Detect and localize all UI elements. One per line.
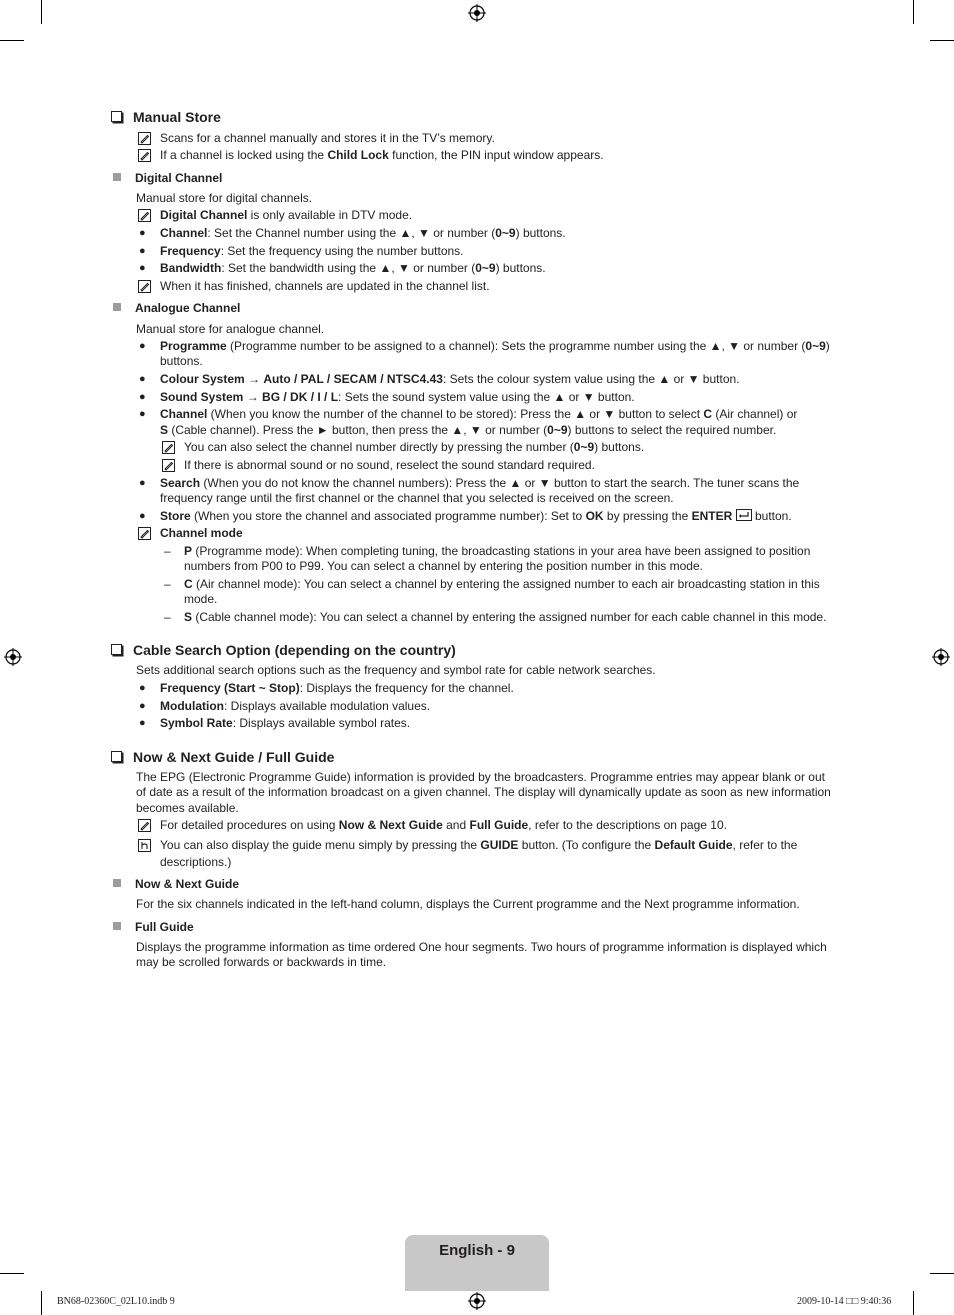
paragraph: Manual store for analogue channel. bbox=[136, 322, 325, 336]
enter-icon bbox=[736, 509, 752, 521]
section-heading-manual-store: Manual Store bbox=[111, 109, 221, 125]
crop-mark bbox=[913, 0, 914, 24]
note-text: When it has finished, channels are updated in the channel list. bbox=[160, 279, 490, 293]
bullet-icon: ● bbox=[139, 682, 146, 694]
registration-mark-icon bbox=[4, 648, 22, 666]
paragraph: Displays the programme information as time ordered One hour segments. Two hours of programme information is displayed which bbox=[136, 940, 827, 954]
note-icon bbox=[162, 441, 175, 454]
paragraph: The EPG (Electronic Programme Guide) information is provided by the broadcasters. Programme entries may appear blank or out bbox=[136, 770, 825, 784]
subheading-analogue-channel: Analogue Channel bbox=[113, 301, 240, 315]
list-item-search-cont: frequency range until the first channel or the channel that you selected is received on the screen. bbox=[160, 491, 674, 505]
bullet-icon: ● bbox=[139, 245, 146, 257]
paragraph: of date as a result of the information broadcast on a given channel. The display will dynamically update as soon as new information bbox=[136, 785, 831, 799]
note-icon bbox=[138, 209, 151, 222]
crop-mark bbox=[930, 1273, 954, 1274]
paragraph: becomes available. bbox=[136, 801, 239, 815]
imprint-file-name: BN68-02360C_02L10.indb 9 bbox=[57, 1296, 175, 1307]
note-icon bbox=[138, 819, 151, 832]
registration-mark-icon bbox=[932, 648, 950, 666]
mode-item-p: P (Programme mode): When completing tuning, the broadcasting stations in your area have been assigned to position bbox=[184, 544, 811, 558]
note-icon bbox=[138, 280, 151, 293]
subheading-full-guide: Full Guide bbox=[113, 920, 194, 934]
bullet-icon: ● bbox=[139, 408, 146, 420]
registration-mark-icon bbox=[468, 4, 486, 22]
note-text: If a channel is locked using the Child Lock function, the PIN input window appears. bbox=[160, 148, 604, 162]
tip-text: You can also display the guide menu simply by pressing the GUIDE button. (To configure the Default Guide, refer to the bbox=[160, 838, 798, 852]
list-item: Frequency: Set the frequency using the number buttons. bbox=[160, 244, 464, 258]
crop-mark bbox=[41, 1291, 42, 1315]
list-item-channel-cont: S (Cable channel). Press the ► button, then press the ▲, ▼ or number (0~9) buttons to select the required number. bbox=[160, 423, 777, 437]
note-icon bbox=[138, 132, 151, 145]
registration-mark-icon bbox=[468, 1292, 486, 1310]
note-icon bbox=[138, 149, 151, 162]
note-text: Scans for a channel manually and stores it in the TV’s memory. bbox=[160, 131, 495, 145]
bullet-icon: ● bbox=[139, 700, 146, 712]
section-heading-cable-search: Cable Search Option (depending on the country) bbox=[111, 642, 456, 658]
note-icon bbox=[138, 527, 151, 540]
list-item-search: Search (When you do not know the channel numbers): Press the ▲ or ▼ button to start the search. The tuner scans the bbox=[160, 476, 800, 490]
mode-item-p-cont: numbers from P00 to P99. You can select a channel by entering the position number in this mode. bbox=[184, 559, 703, 573]
crop-mark bbox=[0, 40, 24, 41]
list-item-colour-system: Colour System → Auto / PAL / SECAM / NTSC4.43: Sets the colour system value using the ▲ or ▼ button. bbox=[160, 372, 740, 386]
section-heading-guide: Now & Next Guide / Full Guide bbox=[111, 749, 334, 765]
tip-icon bbox=[138, 839, 151, 852]
list-item: Symbol Rate: Displays available symbol rates. bbox=[160, 716, 411, 730]
subheading-digital-channel: Digital Channel bbox=[113, 171, 222, 185]
page-number-label: English - 9 bbox=[439, 1242, 515, 1259]
list-item-programme-cont: buttons. bbox=[160, 354, 203, 368]
imprint-timestamp: 2009-10-14 □□ 9:40:36 bbox=[797, 1296, 892, 1307]
note-icon bbox=[162, 459, 175, 472]
list-item-programme: Programme (Programme number to be assigned to a channel): Sets the programme number using the ▲, ▼ or number (0~9) bbox=[160, 339, 830, 353]
bullet-icon: ● bbox=[139, 262, 146, 274]
note-text: For detailed procedures on using Now & Next Guide and Full Guide, refer to the descriptions on page 10. bbox=[160, 818, 727, 832]
subheading-now-next-guide: Now & Next Guide bbox=[113, 877, 239, 891]
note-text: You can also select the channel number directly by pressing the number (0~9) buttons. bbox=[184, 440, 645, 454]
mode-item-c-cont: mode. bbox=[184, 592, 218, 606]
bullet-icon: ● bbox=[139, 717, 146, 729]
paragraph: For the six channels indicated in the left-hand column, displays the Current programme and the Next programme information. bbox=[136, 897, 800, 911]
bullet-icon: ● bbox=[139, 510, 146, 522]
paragraph: may be scrolled forwards or backwards in time. bbox=[136, 955, 387, 969]
crop-mark bbox=[41, 0, 42, 24]
list-item: Modulation: Displays available modulation values. bbox=[160, 699, 431, 713]
bullet-icon: ● bbox=[139, 373, 146, 385]
paragraph: Sets additional search options such as the frequency and symbol rate for cable network searches. bbox=[136, 663, 656, 677]
crop-mark bbox=[930, 40, 954, 41]
note-text: If there is abnormal sound or no sound, reselect the sound standard required. bbox=[184, 458, 595, 472]
bullet-icon: ● bbox=[139, 391, 146, 403]
dash-marker: – bbox=[164, 577, 171, 591]
tip-text-cont: descriptions.) bbox=[160, 855, 232, 869]
note-text: Digital Channel is only available in DTV mode. bbox=[160, 208, 413, 222]
list-item: Channel: Set the Channel number using the ▲, ▼ or number (0~9) buttons. bbox=[160, 226, 566, 240]
dash-marker: – bbox=[164, 544, 171, 558]
bullet-icon: ● bbox=[139, 340, 146, 352]
paragraph: Manual store for digital channels. bbox=[136, 191, 313, 205]
list-item-channel: Channel (When you know the number of the channel to be stored): Press the ▲ or ▼ button to select C (Air channel) or bbox=[160, 407, 798, 421]
mode-item-s: S (Cable channel mode): You can select a channel by entering the assigned number for each cable channel in this mode. bbox=[184, 610, 827, 624]
mode-item-c: C (Air channel mode): You can select a channel by entering the assigned number to each air broadcasting station in this bbox=[184, 577, 820, 591]
list-item: Frequency (Start ~ Stop): Displays the frequency for the channel. bbox=[160, 681, 514, 695]
list-item-store: Store (When you store the channel and associated programme number): Set to OK by pressing the ENTER button. bbox=[160, 509, 792, 523]
crop-mark bbox=[0, 1273, 24, 1274]
list-item: Bandwidth: Set the bandwidth using the ▲, ▼ or number (0~9) buttons. bbox=[160, 261, 546, 275]
crop-mark bbox=[913, 1291, 914, 1315]
note-title-channel-mode: Channel mode bbox=[160, 526, 243, 540]
dash-marker: – bbox=[164, 610, 171, 624]
bullet-icon: ● bbox=[139, 227, 146, 239]
bullet-icon: ● bbox=[139, 477, 146, 489]
list-item-sound-system: Sound System → BG / DK / I / L: Sets the sound system value using the ▲ or ▼ button. bbox=[160, 390, 635, 404]
